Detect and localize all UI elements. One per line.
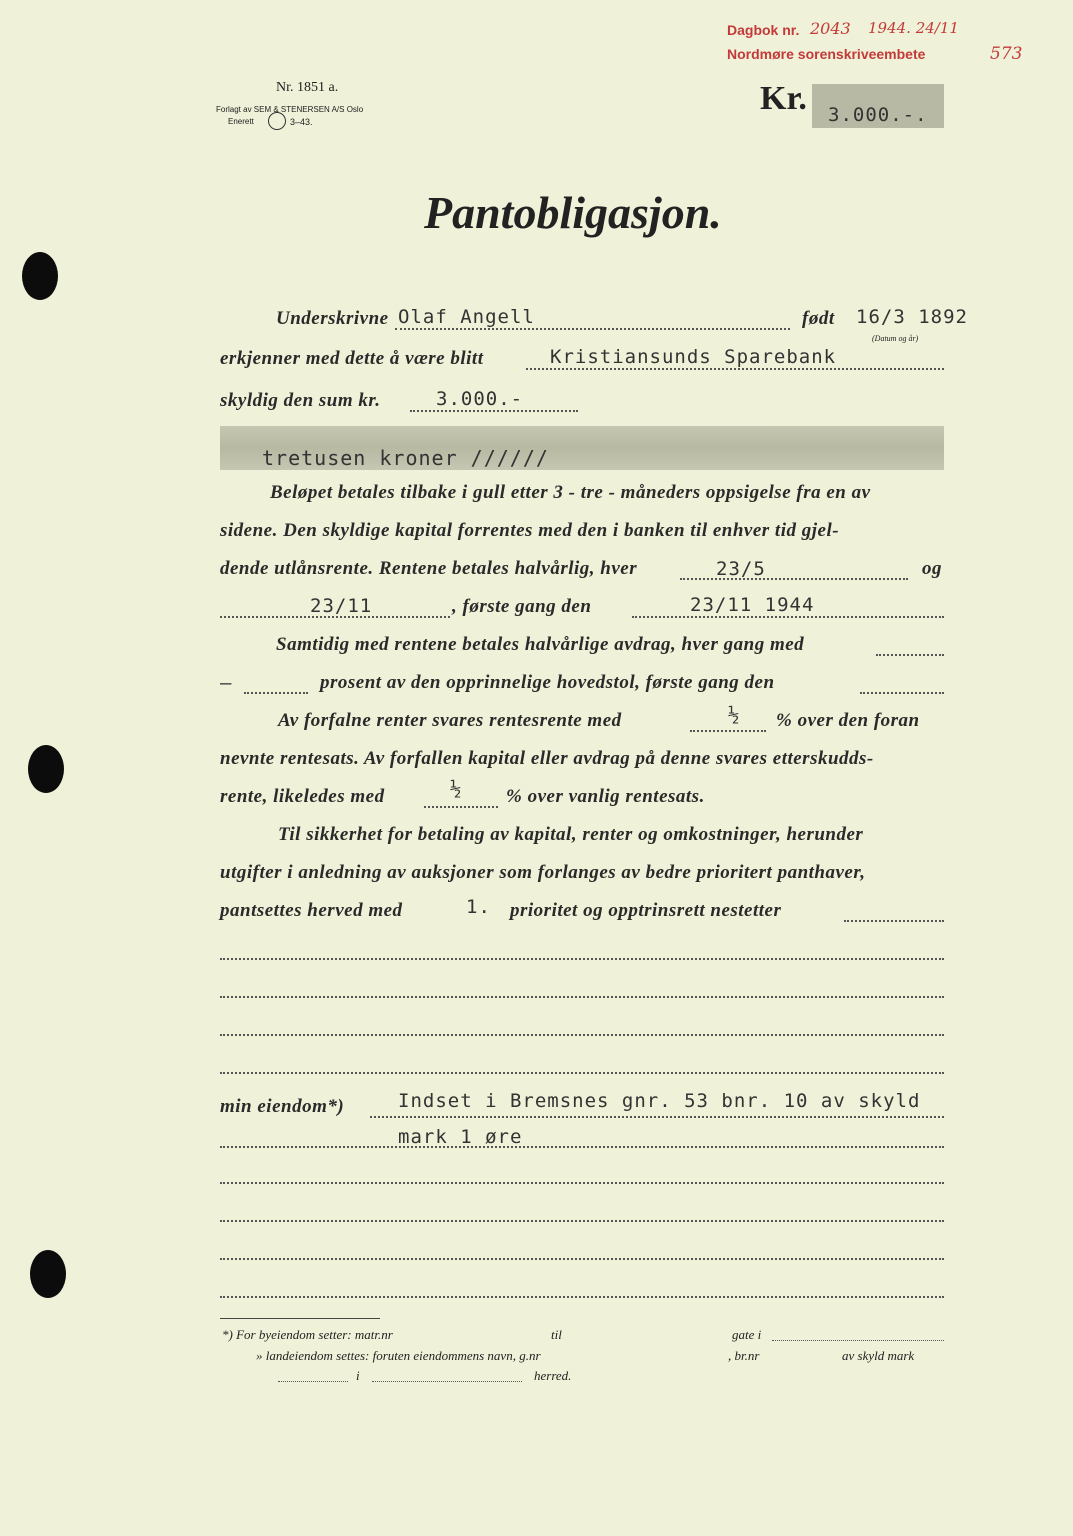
property-line-1: Indset i Bremsnes gnr. 53 bnr. 10 av skyld — [398, 1090, 921, 1112]
interest-date-1: 23/5 — [716, 558, 766, 580]
dotted-line — [220, 1182, 944, 1184]
amount-words: tretusen kroner ////// — [262, 446, 549, 470]
undersigned-label: Underskrivne — [276, 308, 389, 329]
p1-line1: Beløpet betales tilbake i gull etter 3 - tre - måneders oppsigelse fra en av — [270, 482, 871, 503]
dagbok-date: 1944. 24/11 — [868, 19, 959, 37]
p3-line3: rente, likeledes med — [220, 786, 385, 807]
dotted-line — [220, 996, 944, 998]
property-label: min eiendom*) — [220, 1096, 345, 1117]
footnote-line-1: *) For byeiendom setter: matr.nr — [222, 1327, 393, 1342]
dotted-line — [860, 692, 944, 694]
dotted-line — [680, 578, 908, 580]
owe-label: skyldig den sum kr. — [220, 390, 381, 411]
p4-line3: pantsettes herved med — [220, 900, 403, 921]
dotted-line — [372, 1381, 522, 1382]
priority-number: 1. — [466, 896, 491, 918]
owe-amount: 3.000.- — [436, 388, 524, 410]
datum-note: (Datum og år) — [872, 334, 919, 343]
dotted-line — [220, 1034, 944, 1036]
footnote-skyld: av skyld mark — [842, 1348, 915, 1363]
dotted-line — [690, 730, 766, 732]
dotted-line — [844, 920, 944, 922]
p2-line2: prosent av den opprinnelige hovedstol, første gang den — [320, 672, 775, 693]
footnote-i: i — [356, 1368, 360, 1383]
document-title: Pantobligasjon. — [424, 187, 722, 238]
born-label: født — [802, 308, 835, 329]
p2-line1: Samtidig med rentene betales halvårlige avdrag, hver gang med — [276, 634, 805, 655]
undersigned-name: Olaf Angell — [398, 306, 535, 328]
form-number: Nr. 1851 a. — [276, 80, 339, 95]
dotted-line — [526, 368, 944, 370]
footnote-rule — [220, 1318, 380, 1319]
p3-line3-end: % over vanlig rentesats. — [506, 786, 705, 807]
p4-line2: utgifter i anledning av auksjoner som forlanges av bedre prioritert panthaver, — [220, 862, 866, 883]
page-number: 573 — [990, 44, 1023, 64]
publisher-date: 3–43. — [290, 117, 313, 127]
footnote-line-2: » landeiendom settes: foruten eiendommens navn, g.nr — [256, 1348, 541, 1363]
dotted-line — [220, 1258, 944, 1260]
dotted-line — [244, 692, 308, 694]
punch-hole-top — [22, 252, 58, 300]
dotted-line — [220, 1296, 944, 1298]
dotted-line — [220, 1072, 944, 1074]
p3-line1: Av forfalne renter svares rentesrente med — [278, 710, 622, 731]
kr-label: Kr. — [760, 80, 807, 117]
p1-line4-text: , første gang den — [452, 596, 592, 617]
publisher-line: Forlagt av SEM & STENERSEN A/S Oslo — [216, 105, 364, 114]
p3-fraction-2: ½ — [450, 778, 463, 800]
p3-line1-end: % over den foran — [776, 710, 920, 731]
acknowledge-text: erkjenner med dette å være blitt — [220, 348, 484, 369]
dotted-line — [395, 328, 790, 330]
dotted-line — [424, 806, 498, 808]
dotted-line — [370, 1116, 944, 1118]
first-interest-date: 23/11 1944 — [690, 594, 815, 616]
dotted-line — [772, 1340, 944, 1341]
p2-dash: — — [220, 672, 233, 694]
publisher-logo-icon — [268, 112, 286, 130]
p3-fraction: ½ — [728, 704, 741, 726]
footnote-herred: herred. — [534, 1368, 572, 1383]
dotted-line — [876, 654, 944, 656]
dotted-line — [220, 958, 944, 960]
office-stamp: Nordmøre sorenskriveembete — [727, 46, 926, 62]
p1-line2: sidene. Den skyldige kapital forrentes med den i banken til enhver tid gjel- — [220, 520, 840, 541]
dotted-line — [278, 1381, 348, 1382]
p4-line3-end: prioritet og opptrinsrett nestetter — [510, 900, 782, 921]
punch-hole-middle — [28, 745, 64, 793]
interest-date-2: 23/11 — [310, 595, 373, 617]
kr-amount: 3.000.-. — [828, 104, 928, 126]
dagbok-number: 2043 — [810, 19, 851, 38]
footnote-brnr: , br.nr — [728, 1348, 760, 1363]
creditor-name: Kristiansunds Sparebank — [550, 346, 837, 368]
punch-hole-bottom — [30, 1250, 66, 1298]
property-line-2: mark 1 øre — [398, 1126, 523, 1148]
p4-line1: Til sikkerhet for betaling av kapital, renter og omkostninger, herunder — [278, 824, 864, 845]
dotted-line — [632, 616, 944, 618]
dotted-line — [220, 1220, 944, 1222]
born-date: 16/3 1892 — [856, 306, 968, 328]
publisher-enerett: Enerett — [228, 117, 254, 126]
dotted-line — [410, 410, 578, 412]
p3-line2: nevnte rentesats. Av forfallen kapital eller avdrag på denne svares etterskudds- — [220, 748, 874, 769]
p1-og: og — [922, 558, 942, 579]
footnote-gate: gate i — [732, 1327, 762, 1342]
footnote-til: til — [551, 1327, 562, 1342]
dagbok-label: Dagbok nr. — [727, 22, 800, 38]
dotted-line — [220, 1146, 944, 1148]
p1-line3: dende utlånsrente. Rentene betales halvårlig, hver — [220, 558, 638, 579]
